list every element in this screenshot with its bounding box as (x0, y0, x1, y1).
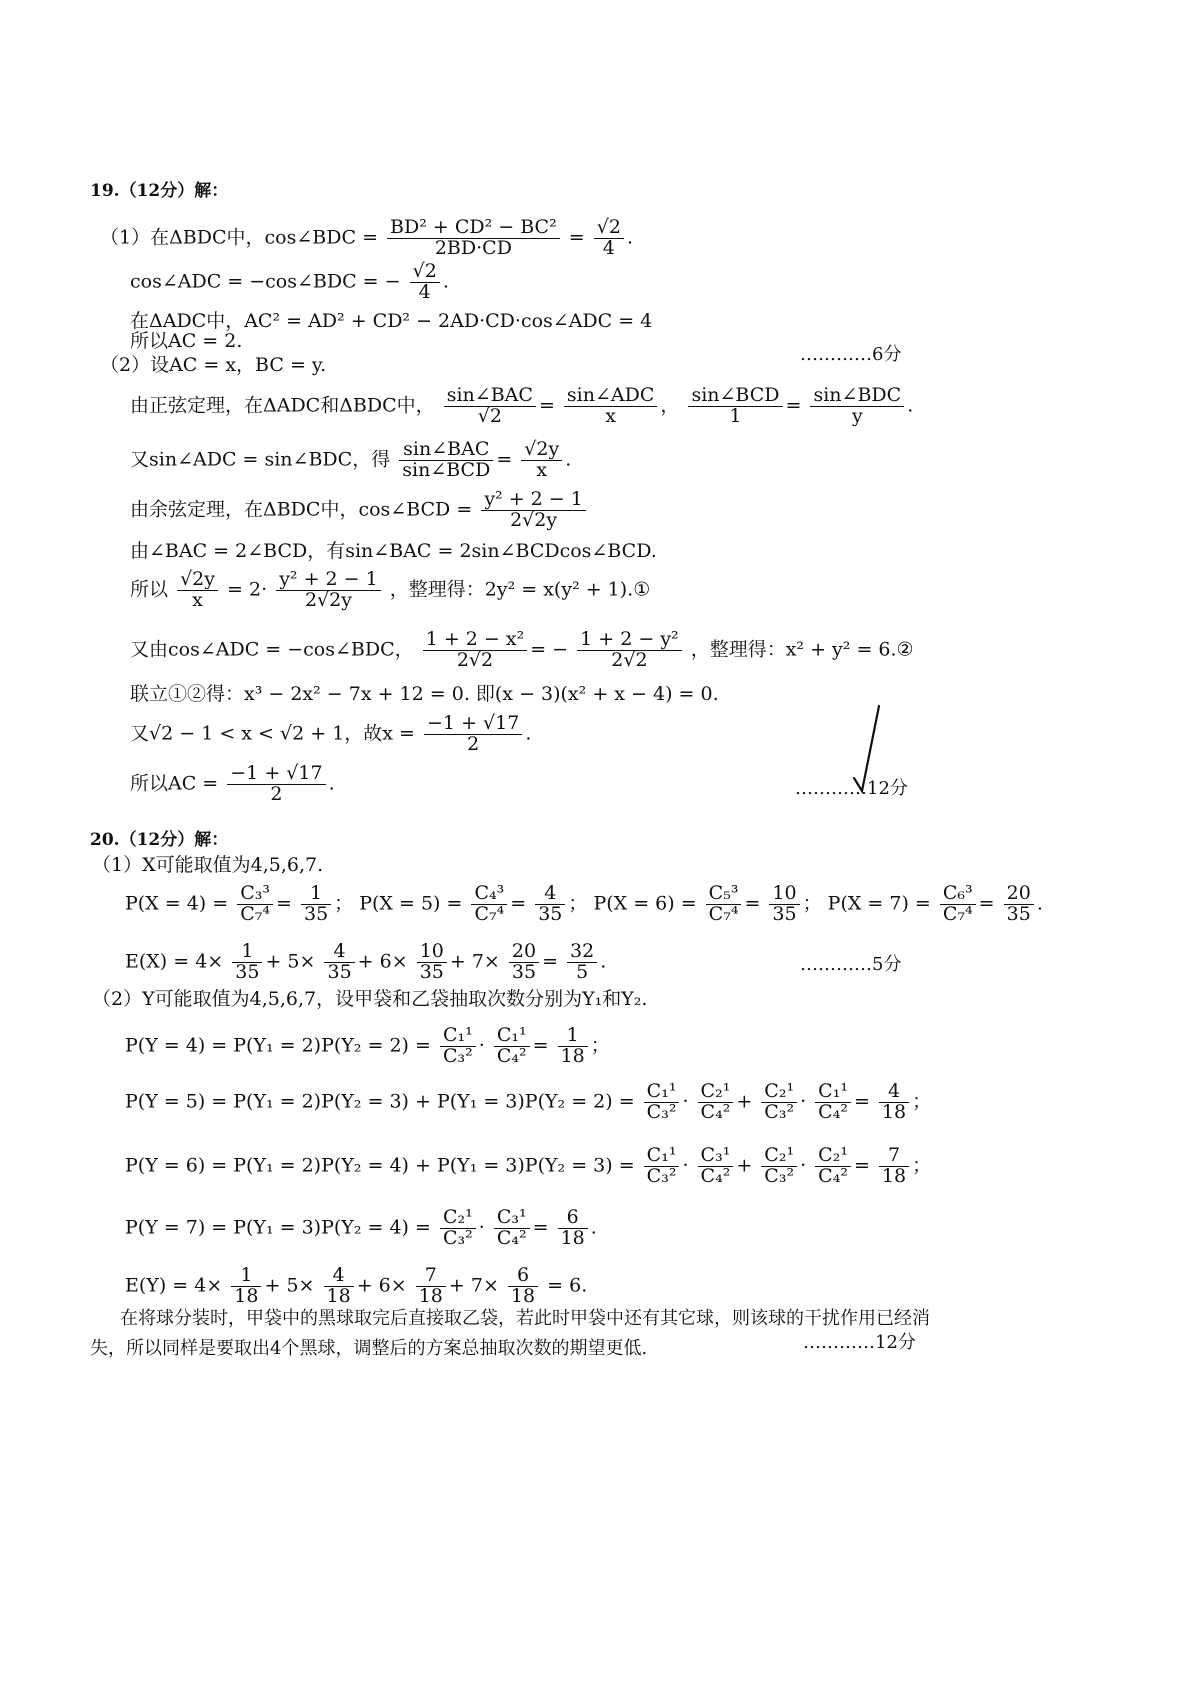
fraction: $\frac{\text{C₂¹}}{\text{C₃²}}$ (440, 1208, 476, 1249)
fraction: $\frac{20}{35}$ (509, 942, 539, 983)
q20-conclusion-line2: 失，所以同样是要取出4个黑球，调整后的方案总抽取次数的期望更低. (90, 1338, 648, 1359)
fraction: $\frac{\text{C₃³}}{\text{C₇⁴}}$ (237, 884, 273, 925)
fraction: $\frac{7}{18}$ (416, 1266, 446, 1307)
q20-p1-probs: P(X = 4) = $\frac{\text{C₃³}}{\text{C₇⁴}}$ = $\frac{1}{35}$ ； P(X = 5) = $\frac{\text{C₄³}}{\text{C₇⁴}}$ = $\frac{4}{35}$ ； P(X = 6) = $\frac{\text{C₅³}}{\text{C₇⁴}}$ = $\frac{10}{35}$ ； P(X = 7) = $\frac{\text{C₆³}}{\text{C₇⁴}}$ = $\frac{20}{35}$ . (125, 882, 1043, 925)
fraction: $\frac{√2}{4}$ (594, 218, 624, 259)
fraction: $\frac{\text{y² + 2 − 1}}{2√2y}$ (481, 490, 586, 531)
fraction: $\frac{\text{C₆³}}{\text{C₇⁴}}$ (940, 884, 976, 925)
fraction: $\frac{\text{C₂¹}}{\text{C₄²}}$ (815, 1146, 851, 1187)
fraction: $\frac{\text{C₁¹}}{\text{C₄²}}$ (815, 1082, 851, 1123)
fraction: $\frac{\text{C₁¹}}{\text{C₃²}}$ (644, 1146, 680, 1187)
score-mark: …………12分 (803, 1332, 916, 1353)
fraction: $\frac{\text{sin∠BAC}}{\text{sin∠BCD}}$ (399, 440, 493, 481)
q19-p2-s6: 又由cos∠ADC = −cos∠BDC， $\frac{\text{1 + 2 − x²}}{2√2}$ = − $\frac{\text{1 + 2 − y²}}{2√2}$ ，整理得：x² + y² = 6.② (130, 628, 914, 671)
q20-p2-py5: P(Y = 5) = P(Y₁ = 2)P(Y₂ = 3) + P(Y₁ = 3)P(Y₂ = 2) = $\frac{\text{C₁¹}}{\text{C₃²}}$ · $\frac{\text{C₂¹}}{\text{C₄²}}$ + $\frac{\text{C₂¹}}{\text{C₃²}}$ · $\frac{\text{C₁¹}}{\text{C₄²}}$ = $\frac{4}{18}$ ； (125, 1080, 932, 1123)
fraction: $\frac{\text{1 + 2 − x²}}{2√2}$ (423, 630, 528, 671)
fraction: $\frac{\text{C₁¹}}{\text{C₄²}}$ (494, 1026, 530, 1067)
q19-p2-s3: 由余弦定理，在ΔBDC中，cos∠BCD = $\frac{\text{y² + 2 − 1}}{2√2y}$ (130, 490, 589, 531)
fraction: $\frac{10}{35}$ (769, 884, 799, 925)
fraction: $\frac{\text{sin∠ADC}}{x}$ (564, 386, 657, 427)
fraction: $\frac{\text{sin∠BAC}}{√2}$ (444, 386, 536, 427)
fraction: $\frac{10}{35}$ (417, 942, 447, 983)
fraction: $\frac{√2y}{x}$ (177, 570, 218, 611)
fraction: $\frac{4}{35}$ (535, 884, 565, 925)
fraction: $\frac{1}{35}$ (301, 884, 331, 925)
q20-p2-head: （2）Y可能取值为4,5,6,7，设甲袋和乙袋抽取次数分别为Y₁和Y₂. (92, 988, 648, 1010)
fraction: $\frac{\text{C₂¹}}{\text{C₃²}}$ (761, 1146, 797, 1187)
fraction: $\frac{4}{18}$ (879, 1082, 909, 1123)
fraction: $\frac{20}{35}$ (1004, 884, 1034, 925)
fraction: $\frac{\text{sin∠BCD}}{1}$ (688, 386, 782, 427)
q19-p1-line3: 在ΔADC中，AC² = AD² + CD² − 2AD·CD·cos∠ADC = 4 (130, 310, 653, 332)
fraction: $\frac{4}{18}$ (324, 1266, 354, 1307)
fraction: $\frac{32}{5}$ (567, 942, 597, 983)
q19-p1-line2: cos∠ADC = −cos∠BDC = − $\frac{√2}{4}$ . (130, 260, 449, 303)
fraction: $\frac{\text{1 + 2 − y²}}{2√2}$ (577, 630, 682, 671)
q20-conclusion-line1: 在将球分装时，甲袋中的黑球取完后直接取乙袋，若此时甲袋中还有其它球，则该球的干扰作用已经消 (120, 1308, 930, 1329)
fraction: $\frac{6}{18}$ (558, 1208, 588, 1249)
q20-header: 20.（12分）解： (90, 830, 229, 850)
q20-p2-py6: P(Y = 6) = P(Y₁ = 2)P(Y₂ = 4) + P(Y₁ = 3)P(Y₂ = 3) = $\frac{\text{C₁¹}}{\text{C₃²}}$ · $\frac{\text{C₃¹}}{\text{C₄²}}$ + $\frac{\text{C₂¹}}{\text{C₃²}}$ · $\frac{\text{C₂¹}}{\text{C₄²}}$ = $\frac{7}{18}$ ； (125, 1144, 932, 1187)
fraction: $\frac{\text{C₂¹}}{\text{C₄²}}$ (698, 1082, 734, 1123)
fraction: $\frac{6}{18}$ (508, 1266, 538, 1307)
q19-p2-s4: 由∠BAC = 2∠BCD，有sin∠BAC = 2sin∠BCDcos∠BCD. (130, 540, 657, 562)
check-mark-icon (840, 700, 890, 800)
q19-header: 19.（12分）解： (90, 181, 229, 201)
fraction: $\frac{\text{C₁¹}}{\text{C₃²}}$ (440, 1026, 476, 1067)
fraction: $\frac{-1 + √17}{2}$ (227, 764, 325, 805)
fraction: $\frac{\text{y² + 2 − 1}}{2√2y}$ (276, 570, 381, 611)
q19-p2-s8: 又√2 − 1 < x < √2 + 1，故x = $\frac{-1 + √17}{2}$ . (130, 712, 532, 755)
fraction: $\frac{-1 + √17}{2}$ (424, 714, 522, 755)
q20-p2-py7: P(Y = 7) = P(Y₁ = 3)P(Y₂ = 4) = $\frac{\text{C₂¹}}{\text{C₃²}}$ · $\frac{\text{C₃¹}}{\text{C₄²}}$ = $\frac{6}{18}$ . (125, 1206, 597, 1249)
fraction: $\frac{\text{C₂¹}}{\text{C₃²}}$ (761, 1082, 797, 1123)
fraction: $\frac{\text{C₅³}}{\text{C₇⁴}}$ (706, 884, 742, 925)
q19-p2-s1: 由正弦定理，在ΔADC和ΔBDC中， $\frac{\text{sin∠BAC}}{√2}$ = $\frac{\text{sin∠ADC}}{x}$ ， $\frac{\text{sin∠BCD}}{1}$ = $\frac{\text{sin∠BDC}}{y}$ . (130, 384, 914, 427)
q20-p2-expectation: E(Y) = 4× $\frac{1}{18}$ + 5× $\frac{4}{18}$ + 6× $\frac{7}{18}$ + 7× $\frac{6}{18}$ = 6. (125, 1264, 588, 1307)
score-mark: …………5分 (800, 954, 902, 975)
fraction: $\frac{\text{C₃¹}}{\text{C₄²}}$ (494, 1208, 530, 1249)
fraction: $\frac{√2}{4}$ (410, 262, 440, 303)
fraction: $\frac{\text{BD² + CD² − BC²}}{2BD\cdot CD}$ (387, 218, 560, 259)
fraction: $\frac{7}{18}$ (879, 1146, 909, 1187)
score-mark: …………12分 (795, 778, 908, 799)
score-mark: …………6分 (800, 344, 902, 365)
q19-p1-line1: （1）在ΔBDC中，cos∠BDC = $\frac{\text{BD² + CD² − BC²}}{2BD\cdot CD}$ = $\frac{√2}{4}$ . (100, 216, 633, 259)
fraction: $\frac{1}{35}$ (232, 942, 262, 983)
q19-p2-s9: 所以AC = $\frac{-1 + √17}{2}$ . (130, 762, 335, 805)
q19-p2-s2: 又sin∠ADC = sin∠BDC，得 $\frac{\text{sin∠BAC}}{\text{sin∠BCD}}$ = $\frac{√2y}{x}$ . (130, 438, 572, 481)
q20-p2-py4: P(Y = 4) = P(Y₁ = 2)P(Y₂ = 2) = $\frac{\text{C₁¹}}{\text{C₃²}}$ · $\frac{\text{C₁¹}}{\text{C₄²}}$ = $\frac{1}{18}$ ； (125, 1024, 610, 1067)
fraction: $\frac{1}{18}$ (231, 1266, 261, 1307)
fraction: $\frac{\text{sin∠BDC}}{y}$ (810, 386, 904, 427)
fraction: $\frac{1}{18}$ (558, 1026, 588, 1067)
q19-p2-head: （2）设AC = x，BC = y. (100, 354, 327, 376)
q20-p1-expectation: E(X) = 4× $\frac{1}{35}$ + 5× $\frac{4}{35}$ + 6× $\frac{10}{35}$ + 7× $\frac{20}{35}$ = $\frac{32}{5}$ . (125, 940, 607, 983)
fraction: $\frac{\text{C₄³}}{\text{C₇⁴}}$ (471, 884, 507, 925)
q19-p2-s7: 联立①②得：x³ − 2x² − 7x + 12 = 0. 即(x − 3)(x² + x − 4) = 0. (130, 683, 719, 705)
q20-p1-head: （1）X可能取值为4,5,6,7. (92, 854, 324, 876)
fraction: $\frac{\text{C₃¹}}{\text{C₄²}}$ (698, 1146, 734, 1187)
fraction: $\frac{√2y}{x}$ (521, 440, 562, 481)
q19-p2-s5: 所以 $\frac{√2y}{x}$ = 2· $\frac{\text{y² + 2 − 1}}{2√2y}$ ，整理得：2y² = x(y² + 1).① (130, 568, 651, 611)
q19-p1-line4: 所以AC = 2. (130, 330, 243, 352)
fraction: $\frac{4}{35}$ (324, 942, 354, 983)
fraction: $\frac{\text{C₁¹}}{\text{C₃²}}$ (644, 1082, 680, 1123)
